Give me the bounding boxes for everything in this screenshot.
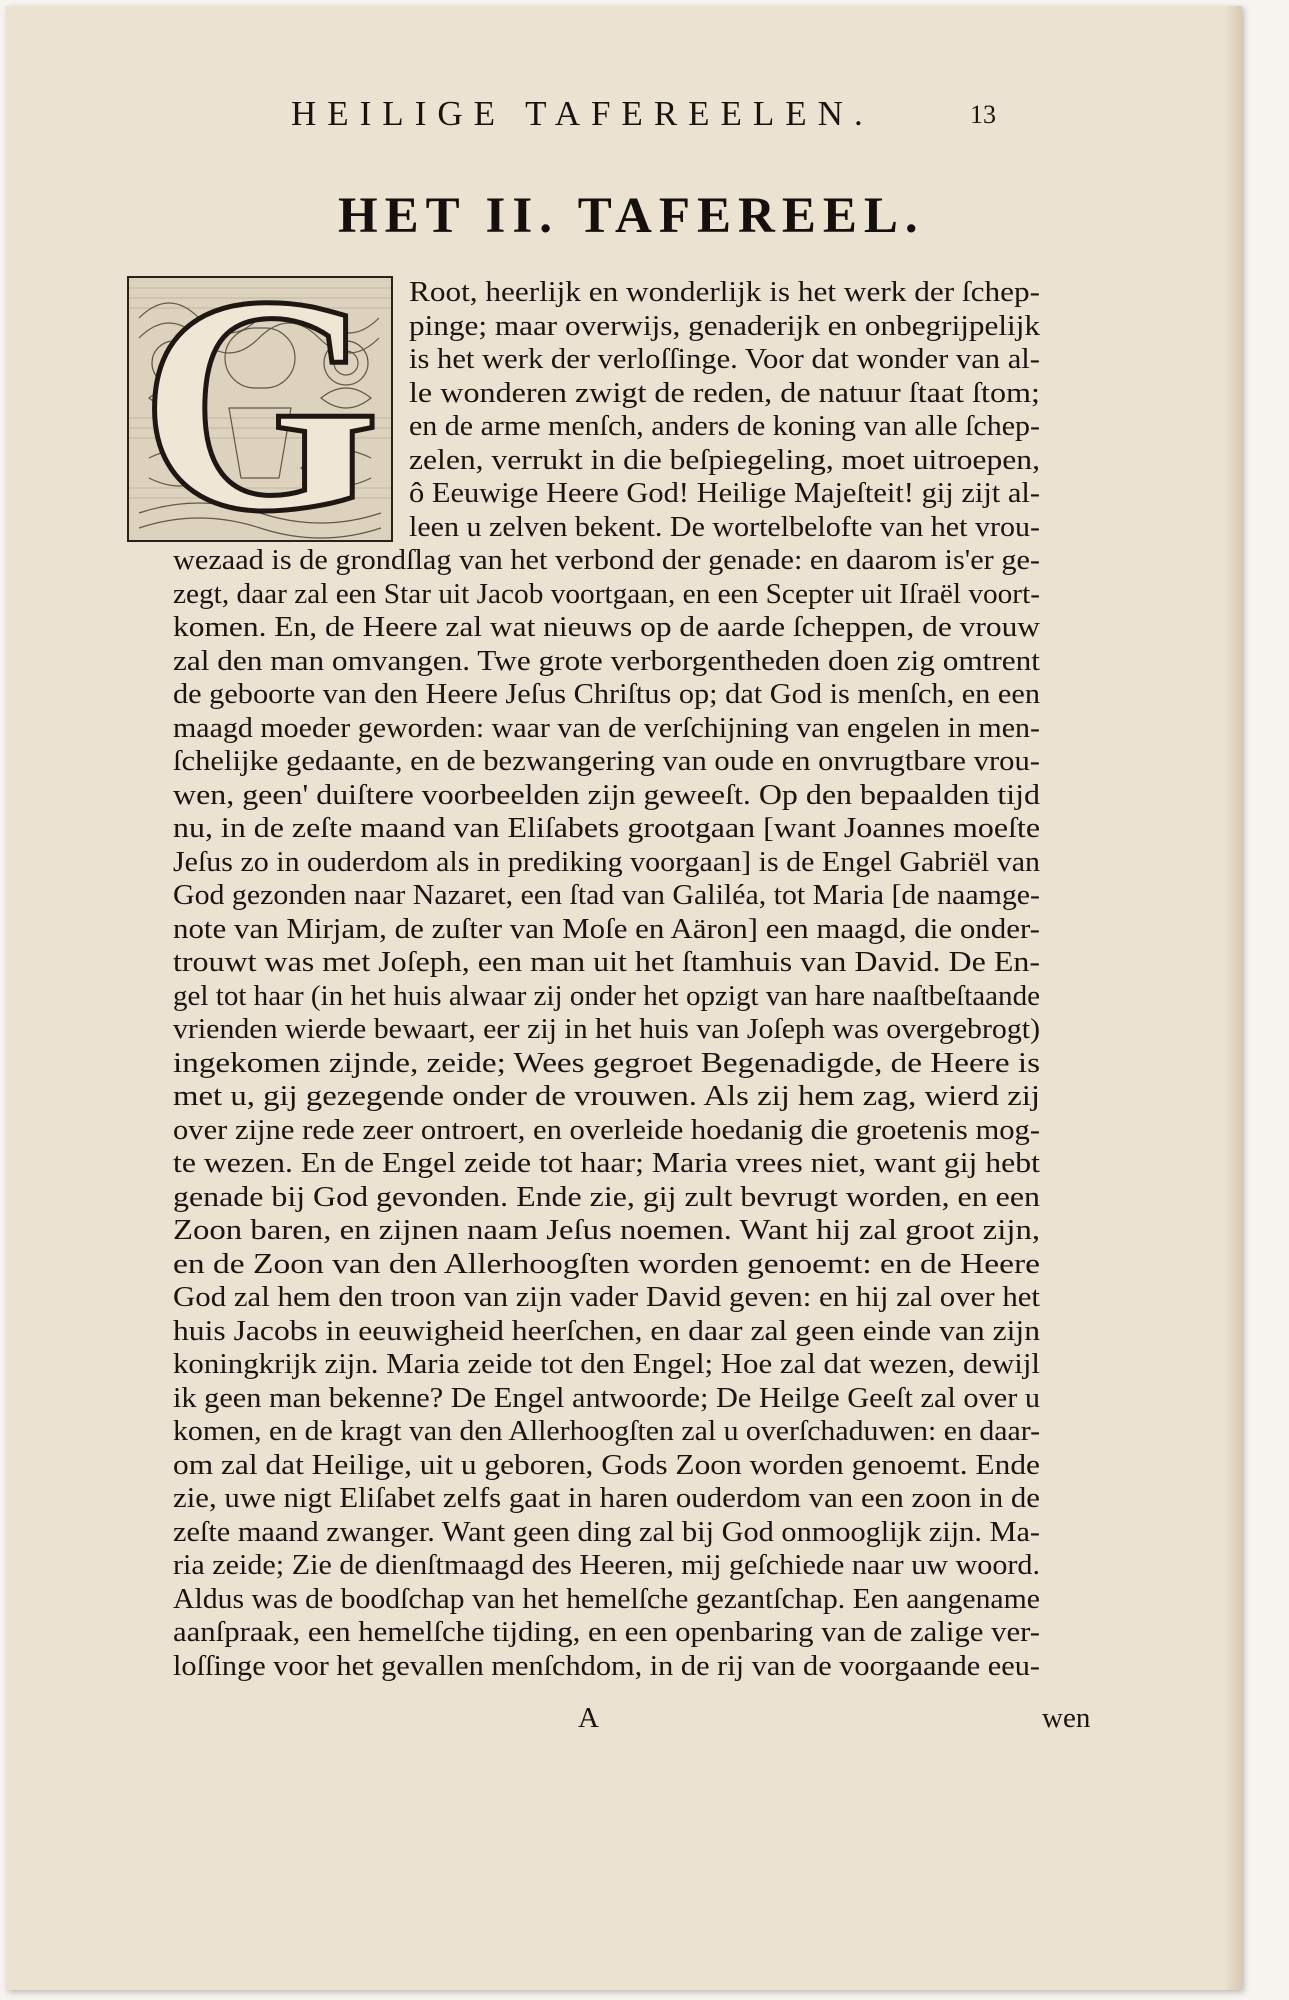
text-line: maagd moeder geworden: waar van de verſchijning van engelen in men- xyxy=(173,711,1041,744)
text-line: huis Jacobs in eeuwigheid heerſchen, en daar zal geen einde van zijn xyxy=(173,1314,1041,1347)
text-line: zelen, verrukt in die beſpiegeling, moet uitroepen, xyxy=(409,443,1040,476)
text-line: over zijne rede zeer ontroert, en overleide hoedanig die groetenis mog- xyxy=(173,1113,1041,1146)
text-line: nu, in de zeſte maand van Eliſabets grootgaan [want Joannes moeſte xyxy=(173,812,1041,844)
text-line: de geboorte van den Heere Jeſus Chriſtus op; dat God is menſch, en een xyxy=(173,678,1040,710)
text-line: te wezen. En de Engel zeide tot haar; Maria vrees niet, want gij hebt xyxy=(173,1147,1040,1179)
text-line: zal den man omvangen. Twe grote verborgentheden doen zig omtrent xyxy=(173,644,1040,677)
text-line: ſchelijke gedaante, en de bezwangering van oude en onvrugtbare vrou- xyxy=(173,745,1040,777)
text-line: Root, heerlijk en wonderlijk is het werk der ſchep- xyxy=(409,276,1041,308)
signature-mark: A xyxy=(578,1702,599,1734)
chapter-title: HET II. TAFEREEL. xyxy=(338,188,925,244)
book-page xyxy=(6,6,1242,1990)
catchword: wen xyxy=(1042,1702,1091,1734)
running-title: HEILIGE TAFEREELEN. xyxy=(291,94,874,133)
text-line: en de Zoon van den Allerhoogſten worden genoemt: en de Heere xyxy=(173,1247,1041,1280)
text-line: le wonderen zwigt de reden, de natuur ſtaat ſtom; xyxy=(409,376,1040,409)
text-line: zeſte maand zwanger. Want geen ding zal bij God onmooglijk zijn. Ma- xyxy=(173,1515,1041,1548)
text-line: Jeſus zo in ouderdom als in prediking voorgaan] is de Engel Gabriël van xyxy=(173,845,1041,878)
decorated-initial xyxy=(127,276,393,542)
text-line: Aldus was de boodſchap van het hemelſche gezantſchap. Een aangename xyxy=(173,1582,1040,1615)
text-line: om zal dat Heilige, uit u geboren, Gods Zoon worden genoemt. Ende xyxy=(173,1448,1040,1481)
text-line: vrienden wierde bewaart, eer zij in het huis van Joſeph was overgebrogt) xyxy=(173,1013,1041,1045)
text-line: wezaad is de grondſlag van het verbond der genade: en daarom is'er ge- xyxy=(173,544,1041,576)
text-line: loſſinge voor het gevallen menſchdom, in de rij van de voorgaande eeu- xyxy=(173,1649,1040,1682)
text-line: met u, gij gezegende onder de vrouwen. Als zij hem zag, wierd zij xyxy=(173,1080,1040,1112)
initial-letter: G xyxy=(139,276,381,542)
text-line: zegt, daar zal een Star uit Jacob voortgaan, en een Scepter uit Iſraël voort- xyxy=(173,577,1040,610)
text-line: ingekomen zijnde, zeide; Wees gegroet Begenadigde, de Heere is xyxy=(173,1046,1041,1079)
text-line: trouwt was met Joſeph, een man uit het ſtamhuis van David. De En- xyxy=(173,946,1041,978)
text-line: ria zeide; Zie de dienſtmaagd des Heeren, mij geſchiede naar uw woord. xyxy=(173,1549,1040,1581)
page-number: 13 xyxy=(970,100,996,129)
text-line: God zal hem den troon van zijn vader David geven: en hij zal over het xyxy=(173,1281,1041,1313)
text-line: aanſpraak, een hemelſche tijding, en een openbaring van de zalige ver- xyxy=(173,1616,1041,1648)
text-line: leen u zelven bekent. De wortelbelofte van het vrou- xyxy=(409,510,1041,543)
text-line: en de arme menſch, anders de koning van alle ſchep- xyxy=(409,410,1040,442)
text-line: komen, en de kragt van den Allerhoogſten zal u overſchaduwen: en daar- xyxy=(173,1415,1041,1447)
text-line: genade bij God gevonden. Ende zie, gij zult bevrugt worden, en een xyxy=(173,1180,1040,1213)
text-line: God gezonden naar Nazaret, een ſtad van Galiléa, tot Maria [de naamge- xyxy=(173,879,1040,911)
text-line: pinge; maar overwijs, genaderijk en onbegrijpelijk xyxy=(409,309,1040,342)
text-line: komen. En, de Heere zal wat nieuws op de aarde ſcheppen, de vrouw xyxy=(173,611,1041,643)
text-line: wen, geen' duiſtere voorbeelden zijn geweeſt. Op den bepaalden tijd xyxy=(173,778,1041,811)
text-line: ik geen man bekenne? De Engel antwoorde; De Heilge Geeſt zal over u xyxy=(173,1381,1041,1414)
text-line: koningkrijk zijn. Maria zeide tot den Engel; Hoe zal dat wezen, dewijl xyxy=(173,1348,1040,1380)
text-line: zie, uwe nigt Eliſabet zelfs gaat in haren ouderdom van een zoon in de xyxy=(173,1482,1040,1514)
text-line: gel tot haar (in het huis alwaar zij onder het opzigt van hare naaſtbeſtaande xyxy=(173,979,1041,1012)
text-line: is het werk der verloſſinge. Voor dat wonder van al- xyxy=(409,343,1041,375)
text-line: note van Mirjam, de zuſter van Moſe en Aäron] een maagd, die onder- xyxy=(173,912,1040,945)
text-line: Zoon baren, en zijnen naam Jeſus noemen. Want hij zal groot zijn, xyxy=(173,1214,1041,1246)
text-line: ô Eeuwige Heere God! Heilige Majeſteit! gij zijt al- xyxy=(409,477,1040,509)
